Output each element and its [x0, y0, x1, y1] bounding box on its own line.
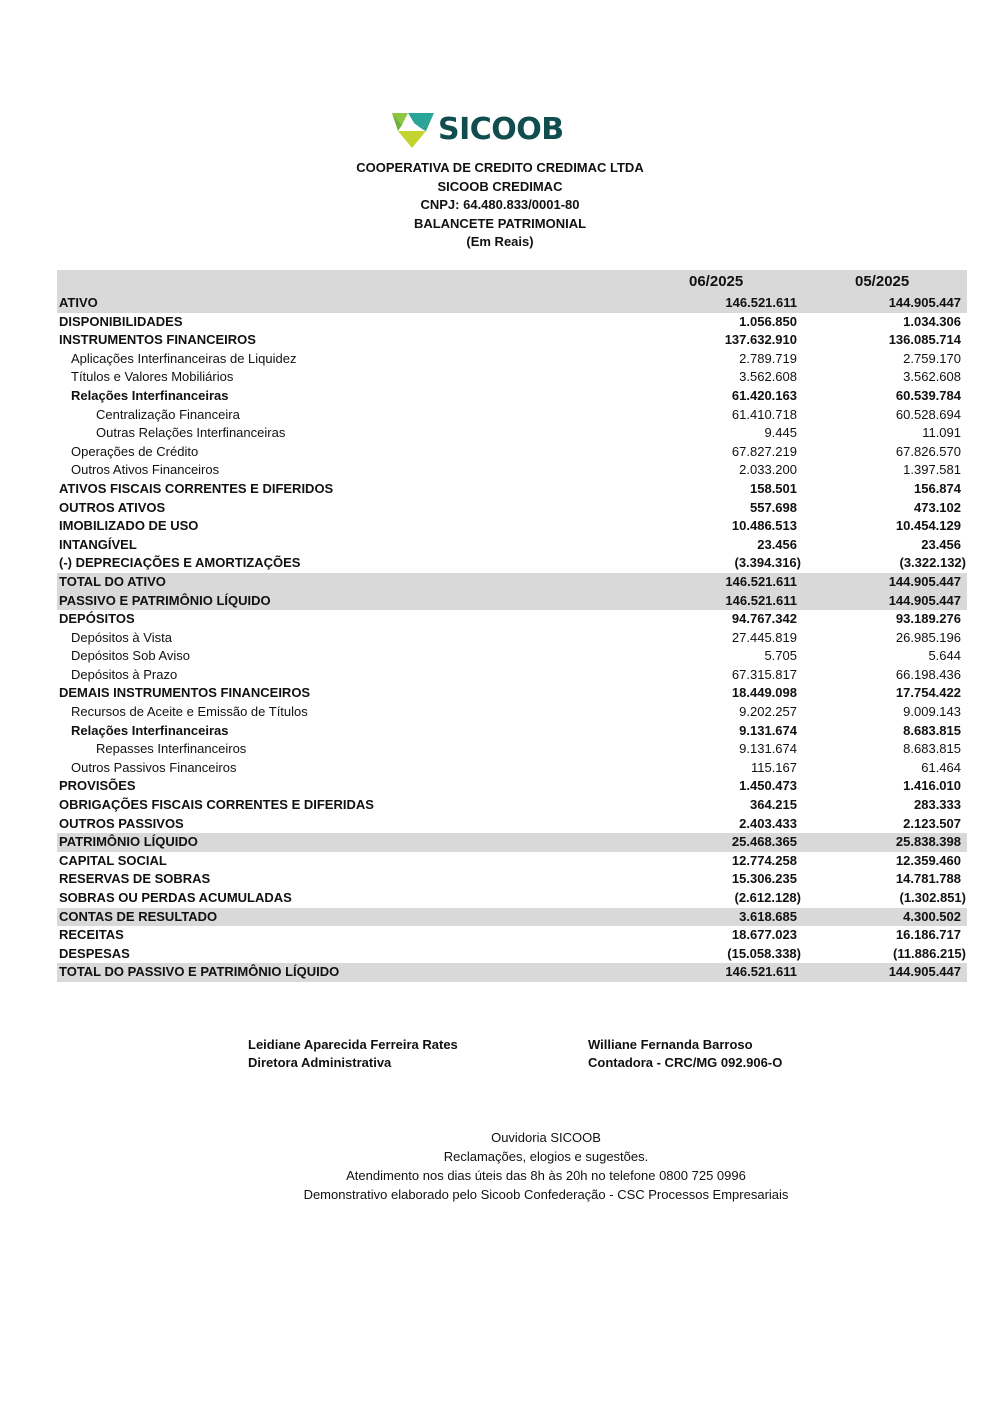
- row-label: Recursos de Aceite e Emissão de Títulos: [71, 704, 308, 720]
- table-row: [57, 908, 967, 927]
- table-row: [57, 684, 967, 703]
- table-row: [57, 722, 967, 741]
- table-row: [57, 815, 967, 834]
- table-row: [57, 592, 967, 611]
- table-row: [57, 870, 967, 889]
- value-05-2025: 61.464: [921, 759, 961, 775]
- company-name: COOPERATIVA DE CREDITO CREDIMAC LTDA: [356, 160, 644, 175]
- cnpj: CNPJ: 64.480.833/0001-80: [420, 197, 580, 213]
- value-06-2025: 67.827.219: [731, 443, 797, 459]
- value-05-2025: 156.874: [914, 480, 961, 496]
- value-06-2025: 9.445: [764, 425, 797, 441]
- signature-director: [248, 1036, 458, 1073]
- table-row: [57, 536, 967, 555]
- value-05-2025: 473.102: [914, 499, 961, 515]
- table-row: [57, 554, 967, 573]
- row-label: INSTRUMENTOS FINANCEIROS: [59, 332, 256, 348]
- sicoob-logo: [392, 110, 582, 150]
- table-row: [57, 963, 967, 982]
- table-row: [57, 796, 967, 815]
- table-row: [57, 945, 967, 964]
- signature-accountant: [588, 1036, 782, 1073]
- value-05-2025: 14.781.788: [895, 871, 961, 887]
- value-06-2025: 9.202.257: [739, 704, 797, 720]
- ombudsman-title: Ouvidoria SICOOB: [491, 1130, 601, 1145]
- row-label: RESERVAS DE SOBRAS: [59, 871, 211, 887]
- row-label: ATIVO: [59, 295, 98, 310]
- value-05-2025: 60.539.784: [895, 387, 961, 403]
- value-06-2025: (3.394.316): [734, 555, 801, 571]
- signer-name: Leidiane Aparecida Ferreira Rates: [248, 1037, 458, 1052]
- value-06-2025: 9.131.674: [739, 722, 797, 738]
- value-06-2025: 158.501: [750, 480, 797, 496]
- row-label: Relações Interfinanceiras: [71, 722, 229, 738]
- table-row: [57, 443, 967, 462]
- row-label: TOTAL DO PASSIVO E PATRIMÔNIO LÍQUIDO: [59, 964, 340, 980]
- table-row: [57, 666, 967, 685]
- table-row: [57, 759, 967, 778]
- row-label: Repasses Interfinanceiros: [96, 741, 247, 757]
- row-label: Outras Relações Interfinanceiras: [96, 425, 286, 441]
- row-label: Relações Interfinanceiras: [71, 387, 229, 403]
- value-05-2025: (3.322.132): [899, 555, 966, 571]
- value-06-2025: 557.698: [750, 499, 797, 515]
- table-row: [57, 647, 967, 666]
- row-label: PASSIVO E PATRIMÔNIO LÍQUIDO: [59, 592, 271, 608]
- row-label: Depósitos à Prazo: [71, 666, 178, 682]
- value-05-2025: 8.683.815: [903, 741, 961, 757]
- value-05-2025: (1.302.851): [899, 890, 966, 905]
- value-06-2025: 67.315.817: [731, 666, 797, 682]
- table-row: [57, 368, 967, 387]
- value-05-2025: 283.333: [914, 797, 961, 813]
- value-06-2025: 146.521.611: [725, 295, 797, 310]
- row-label: CONTAS DE RESULTADO: [59, 908, 218, 924]
- row-label: Títulos e Valores Mobiliários: [71, 369, 234, 385]
- value-06-2025: 115.167: [750, 759, 797, 775]
- ombudsman-subtitle: Reclamações, elogios e sugestões.: [443, 1149, 649, 1164]
- table-row: [57, 777, 967, 796]
- footer: [0, 1128, 1000, 1204]
- value-05-2025: 16.186.717: [895, 927, 961, 943]
- table-row: [57, 889, 967, 908]
- table-row: [57, 610, 967, 629]
- value-05-2025: 4.300.502: [903, 908, 961, 924]
- value-05-2025: 66.198.436: [895, 666, 961, 682]
- value-06-2025: 364.215: [750, 797, 797, 813]
- row-label: OUTROS PASSIVOS: [59, 815, 184, 831]
- prepared-by: Demonstrativo elaborado pelo Sicoob Confederação - CSC Processos Empresariais: [303, 1187, 789, 1202]
- value-06-2025: 61.410.718: [731, 406, 797, 422]
- table-row: [57, 461, 967, 480]
- table-row: [57, 406, 967, 425]
- value-06-2025: 5.705: [764, 648, 797, 664]
- value-06-2025: 10.486.513: [731, 518, 797, 534]
- value-06-2025: 94.767.342: [731, 611, 797, 627]
- row-label: Outros Passivos Financeiros: [71, 759, 237, 775]
- value-05-2025: 1.416.010: [903, 778, 961, 794]
- value-05-2025: 23.456: [921, 536, 961, 552]
- value-05-2025: 11.091: [922, 425, 961, 441]
- signer-role: Contadora - CRC/MG 092.906-O: [588, 1055, 783, 1071]
- row-label: DISPONIBILIDADES: [59, 313, 183, 329]
- value-06-2025: 3.562.608: [739, 369, 797, 385]
- row-label: IMOBILIZADO DE USO: [59, 518, 199, 534]
- row-label: OUTROS ATIVOS: [59, 499, 166, 515]
- row-label: INTANGÍVEL: [59, 536, 137, 552]
- column-header-05-2025: 05/2025: [855, 273, 910, 290]
- table-row: [57, 740, 967, 759]
- row-label: OBRIGAÇÕES FISCAIS CORRENTES E DIFERIDAS: [59, 797, 374, 813]
- value-05-2025: 17.754.422: [895, 685, 961, 701]
- table-row: [57, 331, 967, 350]
- value-05-2025: 93.189.276: [895, 611, 961, 627]
- value-05-2025: 1.034.306: [903, 313, 961, 329]
- row-label: Aplicações Interfinanceiras de Liquidez: [71, 350, 297, 366]
- value-06-2025: 146.521.611: [725, 573, 797, 589]
- value-06-2025: 146.521.611: [725, 964, 797, 980]
- value-06-2025: 18.677.023: [731, 927, 797, 943]
- value-06-2025: 25.468.365: [731, 834, 797, 850]
- sicoob-wordmark: SICOOB: [438, 112, 564, 147]
- ombudsman-hours: Atendimento nos dias úteis das 8h às 20h no telefone 0800 725 0996: [346, 1168, 746, 1183]
- value-05-2025: (11.886.215): [892, 945, 966, 961]
- value-05-2025: 2.759.170: [903, 350, 961, 366]
- row-label: Centralização Financeira: [96, 406, 240, 422]
- value-06-2025: 1.450.473: [739, 778, 797, 794]
- row-label: DEPÓSITOS: [59, 611, 135, 627]
- currency-unit: (Em Reais): [466, 234, 534, 250]
- value-05-2025: 1.397.581: [903, 462, 961, 478]
- value-06-2025: 9.131.674: [739, 741, 797, 757]
- table-row: [57, 517, 967, 536]
- value-06-2025: 15.306.235: [731, 871, 797, 887]
- signer-name: Williane Fernanda Barroso: [588, 1037, 753, 1052]
- document-header: [0, 159, 1000, 252]
- value-06-2025: 23.456: [757, 536, 797, 552]
- value-06-2025: 61.420.163: [731, 387, 797, 403]
- row-label: Depósitos Sob Aviso: [71, 648, 190, 664]
- value-06-2025: 137.632.910: [724, 332, 797, 348]
- row-label: DESPESAS: [59, 945, 130, 961]
- value-06-2025: 18.449.098: [731, 685, 797, 701]
- value-05-2025: 144.905.447: [888, 295, 961, 310]
- value-05-2025: 25.838.398: [895, 834, 961, 850]
- signer-role: Diretora Administrativa: [248, 1055, 392, 1071]
- table-row: [57, 424, 967, 443]
- value-05-2025: 136.085.714: [888, 332, 961, 348]
- row-label: PATRIMÔNIO LÍQUIDO: [59, 834, 198, 850]
- value-06-2025: 3.618.685: [739, 908, 797, 924]
- row-label: TOTAL DO ATIVO: [59, 573, 166, 589]
- value-05-2025: 2.123.507: [903, 815, 961, 831]
- value-05-2025: 26.985.196: [895, 629, 961, 645]
- table-row: [57, 387, 967, 406]
- table-row: [57, 294, 967, 313]
- brand-name: SICOOB CREDIMAC: [437, 178, 563, 194]
- table-row: [57, 629, 967, 648]
- document-title: BALANCETE PATRIMONIAL: [413, 215, 587, 231]
- value-05-2025: 60.528.694: [895, 406, 961, 422]
- row-label: Depósitos à Vista: [71, 629, 172, 645]
- value-06-2025: 1.056.850: [739, 313, 797, 329]
- balance-sheet-table: [57, 270, 967, 982]
- table-row: [57, 833, 967, 852]
- value-06-2025: 146.521.611: [725, 592, 797, 608]
- value-06-2025: (2.612.128): [734, 890, 801, 905]
- row-label: CAPITAL SOCIAL: [59, 852, 167, 868]
- row-label: DEMAIS INSTRUMENTOS FINANCEIROS: [59, 685, 311, 701]
- row-label: SOBRAS OU PERDAS ACUMULADAS: [59, 890, 292, 905]
- value-05-2025: 67.826.570: [895, 443, 961, 459]
- table-row: [57, 926, 967, 945]
- row-label: PROVISÕES: [59, 778, 136, 794]
- table-header: [57, 270, 967, 294]
- sicoob-triangle-logo-icon: [392, 111, 434, 149]
- column-header-06-2025: 06/2025: [689, 273, 744, 290]
- table-row: [57, 703, 967, 722]
- value-06-2025: 2.033.200: [739, 462, 797, 478]
- row-label: Outros Ativos Financeiros: [71, 462, 220, 478]
- row-label: ATIVOS FISCAIS CORRENTES E DIFERIDOS: [59, 480, 334, 496]
- value-05-2025: 144.905.447: [888, 964, 961, 980]
- value-06-2025: 12.774.258: [731, 852, 797, 868]
- row-label: Operações de Crédito: [71, 443, 199, 459]
- value-06-2025: 2.403.433: [739, 815, 797, 831]
- value-05-2025: 12.359.460: [895, 852, 961, 868]
- value-06-2025: 27.445.819: [731, 629, 797, 645]
- row-label: RECEITAS: [59, 927, 124, 943]
- value-05-2025: 144.905.447: [888, 573, 961, 589]
- value-05-2025: 144.905.447: [888, 592, 961, 608]
- value-05-2025: 5.644: [928, 648, 961, 664]
- row-label: (-) DEPRECIAÇÕES E AMORTIZAÇÕES: [59, 555, 301, 571]
- value-06-2025: (15.058.338): [727, 945, 801, 961]
- value-05-2025: 8.683.815: [903, 722, 961, 738]
- table-row: [57, 480, 967, 499]
- table-row: [57, 852, 967, 871]
- table-row: [57, 573, 967, 592]
- table-row: [57, 350, 967, 369]
- table-row: [57, 499, 967, 518]
- value-05-2025: 3.562.608: [903, 369, 961, 385]
- value-05-2025: 9.009.143: [903, 704, 961, 720]
- table-row: [57, 313, 967, 332]
- value-05-2025: 10.454.129: [895, 518, 961, 534]
- value-06-2025: 2.789.719: [739, 350, 797, 366]
